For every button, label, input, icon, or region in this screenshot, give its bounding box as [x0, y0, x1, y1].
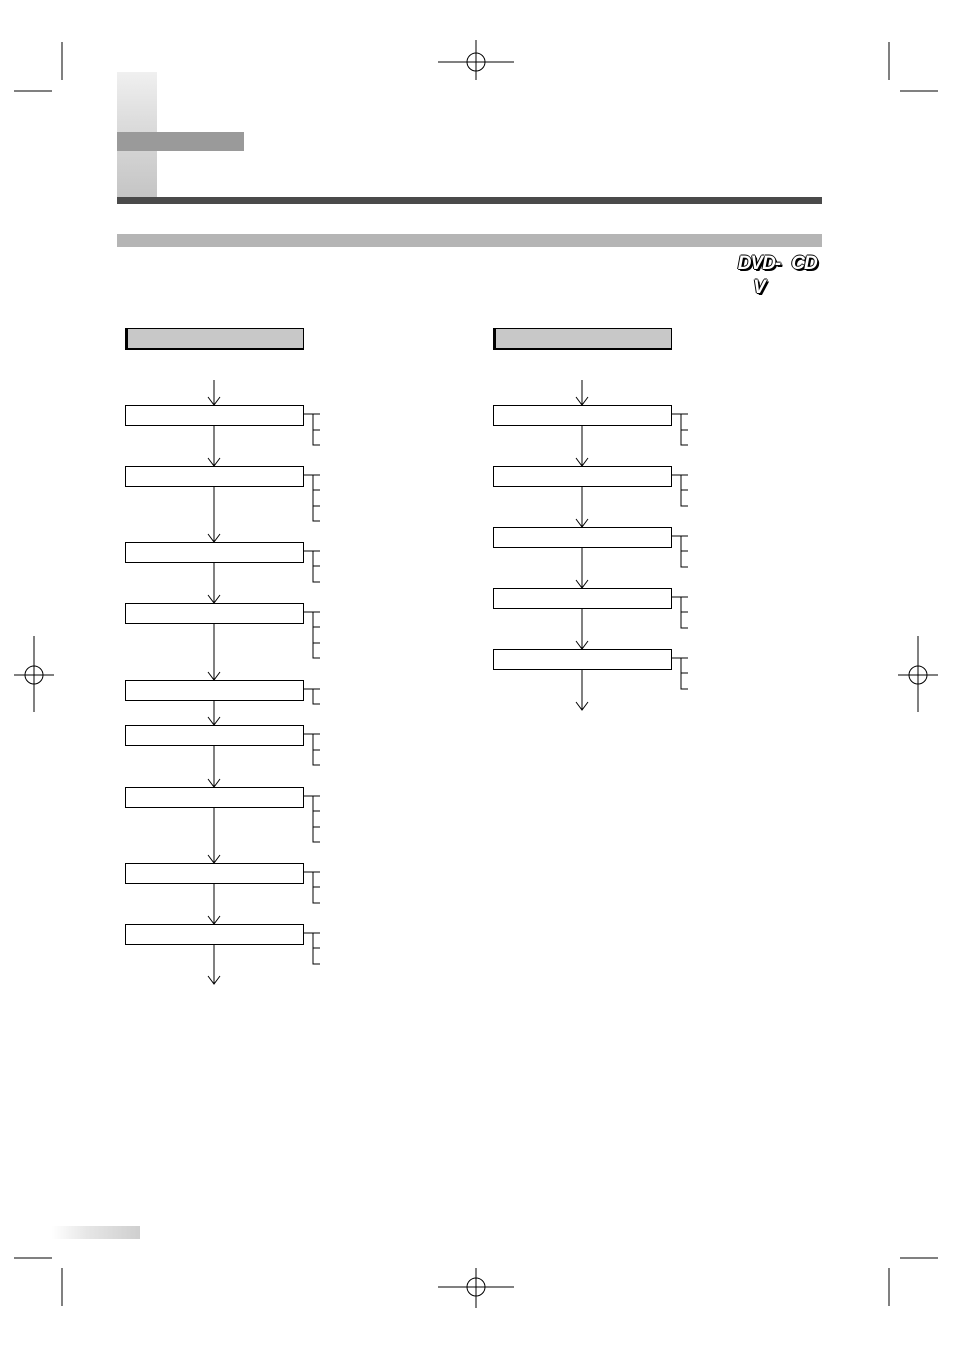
dvd-flowchart-header: [125, 328, 304, 350]
cd-flowchart-header: [493, 328, 672, 350]
dvd-step-1: [125, 405, 304, 426]
cd-step-4: [493, 588, 672, 609]
cd-option-brackets: [671, 414, 688, 689]
cd-step-5: [493, 649, 672, 670]
dvd-option-brackets: [303, 414, 320, 964]
chapter-label-bar: [117, 132, 244, 151]
dvd-step-8: [125, 863, 304, 884]
dvd-step-9: [125, 924, 304, 945]
dvd-step-7: [125, 787, 304, 808]
cd-badge: CD: [789, 252, 819, 276]
cd-step-2: [493, 466, 672, 487]
registration-marks: [14, 40, 938, 1308]
section-bar: [117, 234, 822, 247]
dvd-step-5: [125, 680, 304, 701]
dvd-step-4: [125, 603, 304, 624]
dvd-step-2: [125, 466, 304, 487]
dvd-badge: DVD-V: [733, 252, 785, 276]
cd-step-1: [493, 405, 672, 426]
page-number-tab: [52, 1226, 140, 1239]
cd-step-3: [493, 527, 672, 548]
dvd-step-6: [125, 725, 304, 746]
crop-marks: [14, 42, 938, 1306]
chapter-rule: [117, 197, 822, 204]
dvd-step-3: [125, 542, 304, 563]
